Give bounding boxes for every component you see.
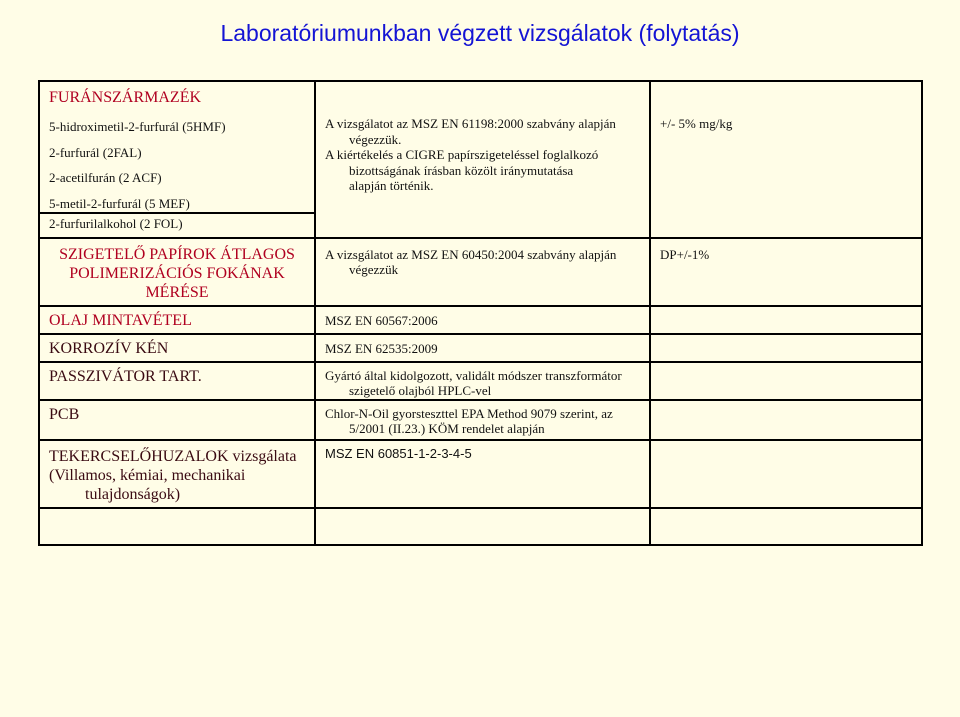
furan-item: 2-furfurilalkohol (2 FOL) <box>49 215 183 231</box>
furan-method-line: alapján történik. <box>349 178 434 194</box>
passivator-method-line: szigetelő olajból HPLC-vel <box>349 383 492 399</box>
paper-accuracy: DP+/-1% <box>660 246 710 262</box>
pcb-method-line: Chlor-N-Oil gyorsteszttel EPA Method 9079 szerint, az <box>325 405 613 421</box>
slide-title: Laboratóriumunkban végzett vizsgálatok (folytatás) <box>220 20 740 46</box>
furan-method-line: végezzük. <box>349 131 402 147</box>
corrosive-method: MSZ EN 62535:2009 <box>325 340 438 356</box>
paper-heading: MÉRÉSE <box>145 283 209 301</box>
table-row-empty <box>39 508 922 545</box>
paper-method-line: végezzük <box>349 262 399 278</box>
table-row-passivator <box>39 362 922 400</box>
empty-cell <box>315 508 650 545</box>
winding-cell <box>39 440 315 508</box>
furan-method-line: A kiértékelés a CIGRE papírszigeteléssel foglalkozó <box>325 147 599 163</box>
furan-item: 2-acetilfurán (2 ACF) <box>49 170 162 186</box>
table-row-paper <box>39 238 922 306</box>
winding-label: TEKERCSELŐHUZALOK vizsgálata <box>49 447 297 465</box>
paper-method-cell <box>315 238 650 306</box>
winding-method: MSZ EN 60851-1-2-3-4-5 <box>325 445 472 461</box>
empty-cell <box>650 306 922 334</box>
empty-cell <box>650 440 922 508</box>
furan-item: 5-metil-2-furfurál (5 MEF) <box>49 195 190 211</box>
furan-item: 2-furfurál (2FAL) <box>49 144 142 160</box>
pcb-method-cell <box>315 400 650 440</box>
winding-label: (Villamos, kémiai, mechanikai <box>49 466 246 484</box>
corrosive-method-cell <box>315 334 650 362</box>
empty-cell <box>650 362 922 400</box>
furan-accuracy: +/- 5% mg/kg <box>660 116 733 131</box>
table-row-winding <box>39 440 922 508</box>
furan-method-cell <box>315 81 650 238</box>
furan-heading: FURÁNSZÁRMAZÉK <box>49 89 202 106</box>
oil-sampling-cell <box>39 306 315 334</box>
passivator-method-cell <box>315 362 650 400</box>
furan-item: 5-hidroximetil-2-furfurál (5HMF) <box>49 119 226 135</box>
pcb-method-line: 5/2001 (II.23.) KÖM rendelet alapján <box>349 421 545 437</box>
table-row-oil-sampling <box>39 306 922 334</box>
table-row-corrosive <box>39 334 922 362</box>
corrosive-cell <box>39 334 315 362</box>
paper-heading: POLIMERIZÁCIÓS FOKÁNAK <box>69 264 285 282</box>
pcb-cell <box>39 400 315 440</box>
paper-cell <box>39 238 315 306</box>
paper-heading: SZIGETELŐ PAPÍROK ÁTLAGOS <box>59 245 295 263</box>
passivator-method-line: Gyártó által kidolgozott, validált módszer transzformátor <box>325 367 622 383</box>
oil-sampling-method: MSZ EN 60567:2006 <box>325 312 438 328</box>
table-row-pcb <box>39 400 922 440</box>
paper-accuracy-cell <box>650 238 922 306</box>
furan-cell <box>39 81 315 213</box>
paper-method-line: A vizsgálatot az MSZ EN 60450:2004 szabvány alapján <box>325 246 617 262</box>
empty-cell <box>650 400 922 440</box>
corrosive-label: KORROZÍV KÉN <box>49 339 169 357</box>
table-row-furan <box>39 81 922 213</box>
passivator-cell <box>39 362 315 400</box>
passivator-label: PASSZIVÁTOR TART. <box>49 367 202 385</box>
winding-label: tulajdonságok) <box>85 486 181 504</box>
tests-table <box>38 80 923 546</box>
empty-cell <box>650 334 922 362</box>
pcb-label: PCB <box>49 405 80 423</box>
oil-sampling-label: OLAJ MINTAVÉTEL <box>49 311 192 329</box>
empty-cell <box>650 508 922 545</box>
winding-method-cell <box>315 440 650 508</box>
furan-method-line: bizottságának írásban közölt iránymutatása <box>349 162 574 178</box>
empty-cell <box>39 508 315 545</box>
furan-accuracy-cell <box>650 81 922 238</box>
furan-method-line: A vizsgálatot az MSZ EN 61198:2000 szabvány alapján <box>325 116 616 131</box>
furan-extra-cell <box>39 213 315 238</box>
oil-sampling-method-cell <box>315 306 650 334</box>
